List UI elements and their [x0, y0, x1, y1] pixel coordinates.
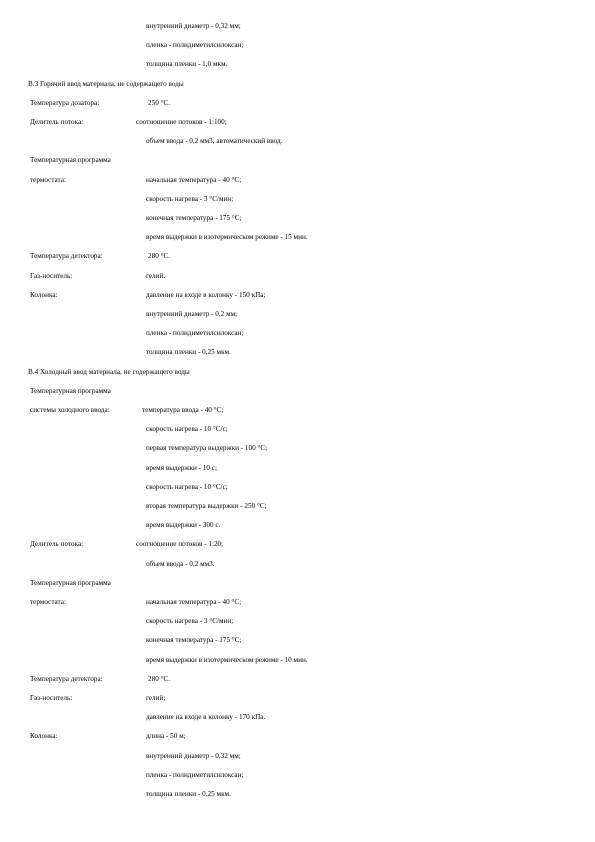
- parameter-value: пленка - полидиметилсилоксан;: [146, 329, 244, 338]
- parameter-label: Температура детектора:: [30, 674, 103, 683]
- document-line: [0, 270, 595, 282]
- parameter-label: Температура детектора:: [30, 252, 103, 261]
- parameter-value: внутренний диаметр - 0,32 мм;: [146, 751, 241, 760]
- parameter-value: вторая температура выдержки - 250 °С;: [146, 502, 267, 510]
- parameter-value: время выдержки в изотермическом режиме - 15 мин.: [146, 233, 308, 242]
- parameter-value: 250 °С.: [148, 98, 171, 107]
- parameter-value: толщина пленки - 0,25 мкм.: [146, 790, 231, 798]
- parameter-value: соотношение потоков - 1:20;: [136, 540, 224, 549]
- document-line: [0, 174, 595, 186]
- document-line: [0, 231, 595, 243]
- document-line: [0, 78, 595, 90]
- document-line: [0, 519, 595, 531]
- parameter-value: скорость нагрева - 10 °С/с;: [146, 482, 228, 491]
- document-line: [0, 58, 595, 70]
- parameter-label: Температура дозатора:: [30, 98, 100, 107]
- document-line: [0, 308, 595, 320]
- document-line: [0, 481, 595, 493]
- parameter-value: скорость нагрева - 10 °С/с;: [146, 425, 228, 434]
- parameter-value: начальная температура - 40 °С;: [146, 175, 242, 184]
- parameter-value: внутренний диаметр - 0,32 мм;: [146, 22, 241, 30]
- parameter-label: Газ-носитель:: [30, 694, 73, 702]
- document-line: [0, 730, 595, 742]
- parameter-value: 280 °С.: [148, 252, 171, 261]
- parameter-value: конечная температура - 175 °С;: [146, 214, 242, 222]
- parameter-label: термостата:: [30, 598, 66, 606]
- parameter-label: Колонка:: [30, 290, 58, 299]
- parameter-value: температура ввода - 40 °С;: [142, 406, 224, 414]
- parameter-value: скорость нагрева - 3 °С/мин;: [146, 194, 234, 203]
- section-heading: В.4 Холодный ввод материала, не содержащего воды: [28, 367, 190, 376]
- document-line: [0, 711, 595, 723]
- document-line: [0, 250, 595, 262]
- parameter-value: конечная температура - 175 °С;: [146, 636, 242, 645]
- parameter-value: время выдержки - 300 с.: [146, 521, 221, 530]
- document-line: [0, 20, 595, 32]
- document-line: [0, 385, 595, 397]
- document-line: [0, 692, 595, 704]
- parameter-value: время выдержки в изотермическом режиме - 10 мин.: [146, 655, 308, 664]
- document-line: [0, 634, 595, 646]
- parameter-value: пленка - полидиметилсилоксан;: [146, 41, 244, 50]
- parameter-value: гелий;: [146, 694, 166, 702]
- document-line: [0, 327, 595, 339]
- parameter-value: время выдержки - 10 с;: [146, 463, 217, 472]
- parameter-value: длина - 50 м;: [146, 732, 186, 741]
- parameter-value: пленка - полидиметилсилоксан;: [146, 770, 244, 779]
- parameter-value: 280 °С.: [148, 674, 171, 683]
- document-line: [0, 462, 595, 474]
- document-line: [0, 423, 595, 435]
- parameter-label: Температурная программа: [30, 156, 111, 165]
- parameter-value: давление на входе в колонку - 170 кПа.: [146, 713, 266, 722]
- parameter-value: скорость нагрева - 3 °С/мин;: [146, 617, 234, 626]
- document-line: [0, 500, 595, 512]
- parameter-value: объем ввода - 0,2 мм3.: [146, 559, 215, 568]
- parameter-label: Делитель потока:: [30, 118, 84, 126]
- parameter-label: Температурная программа: [30, 386, 111, 395]
- parameter-value: толщина пленки - 1,0 мкм.: [146, 60, 228, 69]
- parameter-value: объем ввода - 0,2 мм3, автоматический ввод.: [146, 137, 283, 146]
- document-line: [0, 135, 595, 147]
- parameter-value: толщина пленки - 0,25 мкм.: [146, 348, 231, 357]
- parameter-value: начальная температура - 40 °С;: [146, 598, 242, 606]
- document-line: [0, 39, 595, 51]
- parameter-label: Температурная программа: [30, 578, 111, 587]
- document-line: [0, 577, 595, 589]
- document-line: [0, 788, 595, 800]
- document-line: [0, 366, 595, 378]
- document-line: [0, 673, 595, 685]
- document-line: [0, 212, 595, 224]
- document-line: [0, 154, 595, 166]
- document-line: [0, 97, 595, 109]
- parameter-label: системы холодного ввода:: [30, 406, 110, 414]
- document-line: [0, 346, 595, 358]
- document-line: [0, 596, 595, 608]
- parameter-value: соотношение потоков - 1:100;: [136, 118, 227, 126]
- document-line: [0, 750, 595, 762]
- parameter-value: гелий.: [146, 271, 166, 280]
- document-line: [0, 538, 595, 550]
- parameter-value: первая температура выдержки - 100 °С;: [146, 444, 268, 453]
- document-line: [0, 615, 595, 627]
- document-line: [0, 442, 595, 454]
- document-line: [0, 769, 595, 781]
- parameter-label: термостата:: [30, 175, 66, 184]
- document-line: [0, 558, 595, 570]
- document-line: [0, 193, 595, 205]
- document-line: [0, 116, 595, 128]
- document-line: [0, 289, 595, 301]
- document-line: [0, 404, 595, 416]
- parameter-label: Газ-носитель:: [30, 271, 73, 280]
- parameter-value: давление на входе в колонку - 150 кПа;: [146, 290, 266, 299]
- parameter-value: внутренний диаметр - 0,2 мм;: [146, 310, 238, 318]
- parameter-label: Делитель потока:: [30, 540, 84, 549]
- document-line: [0, 654, 595, 666]
- parameter-label: Колонка:: [30, 732, 58, 741]
- section-heading: В.3 Горячий ввод материала, не содержащего воды: [28, 79, 184, 88]
